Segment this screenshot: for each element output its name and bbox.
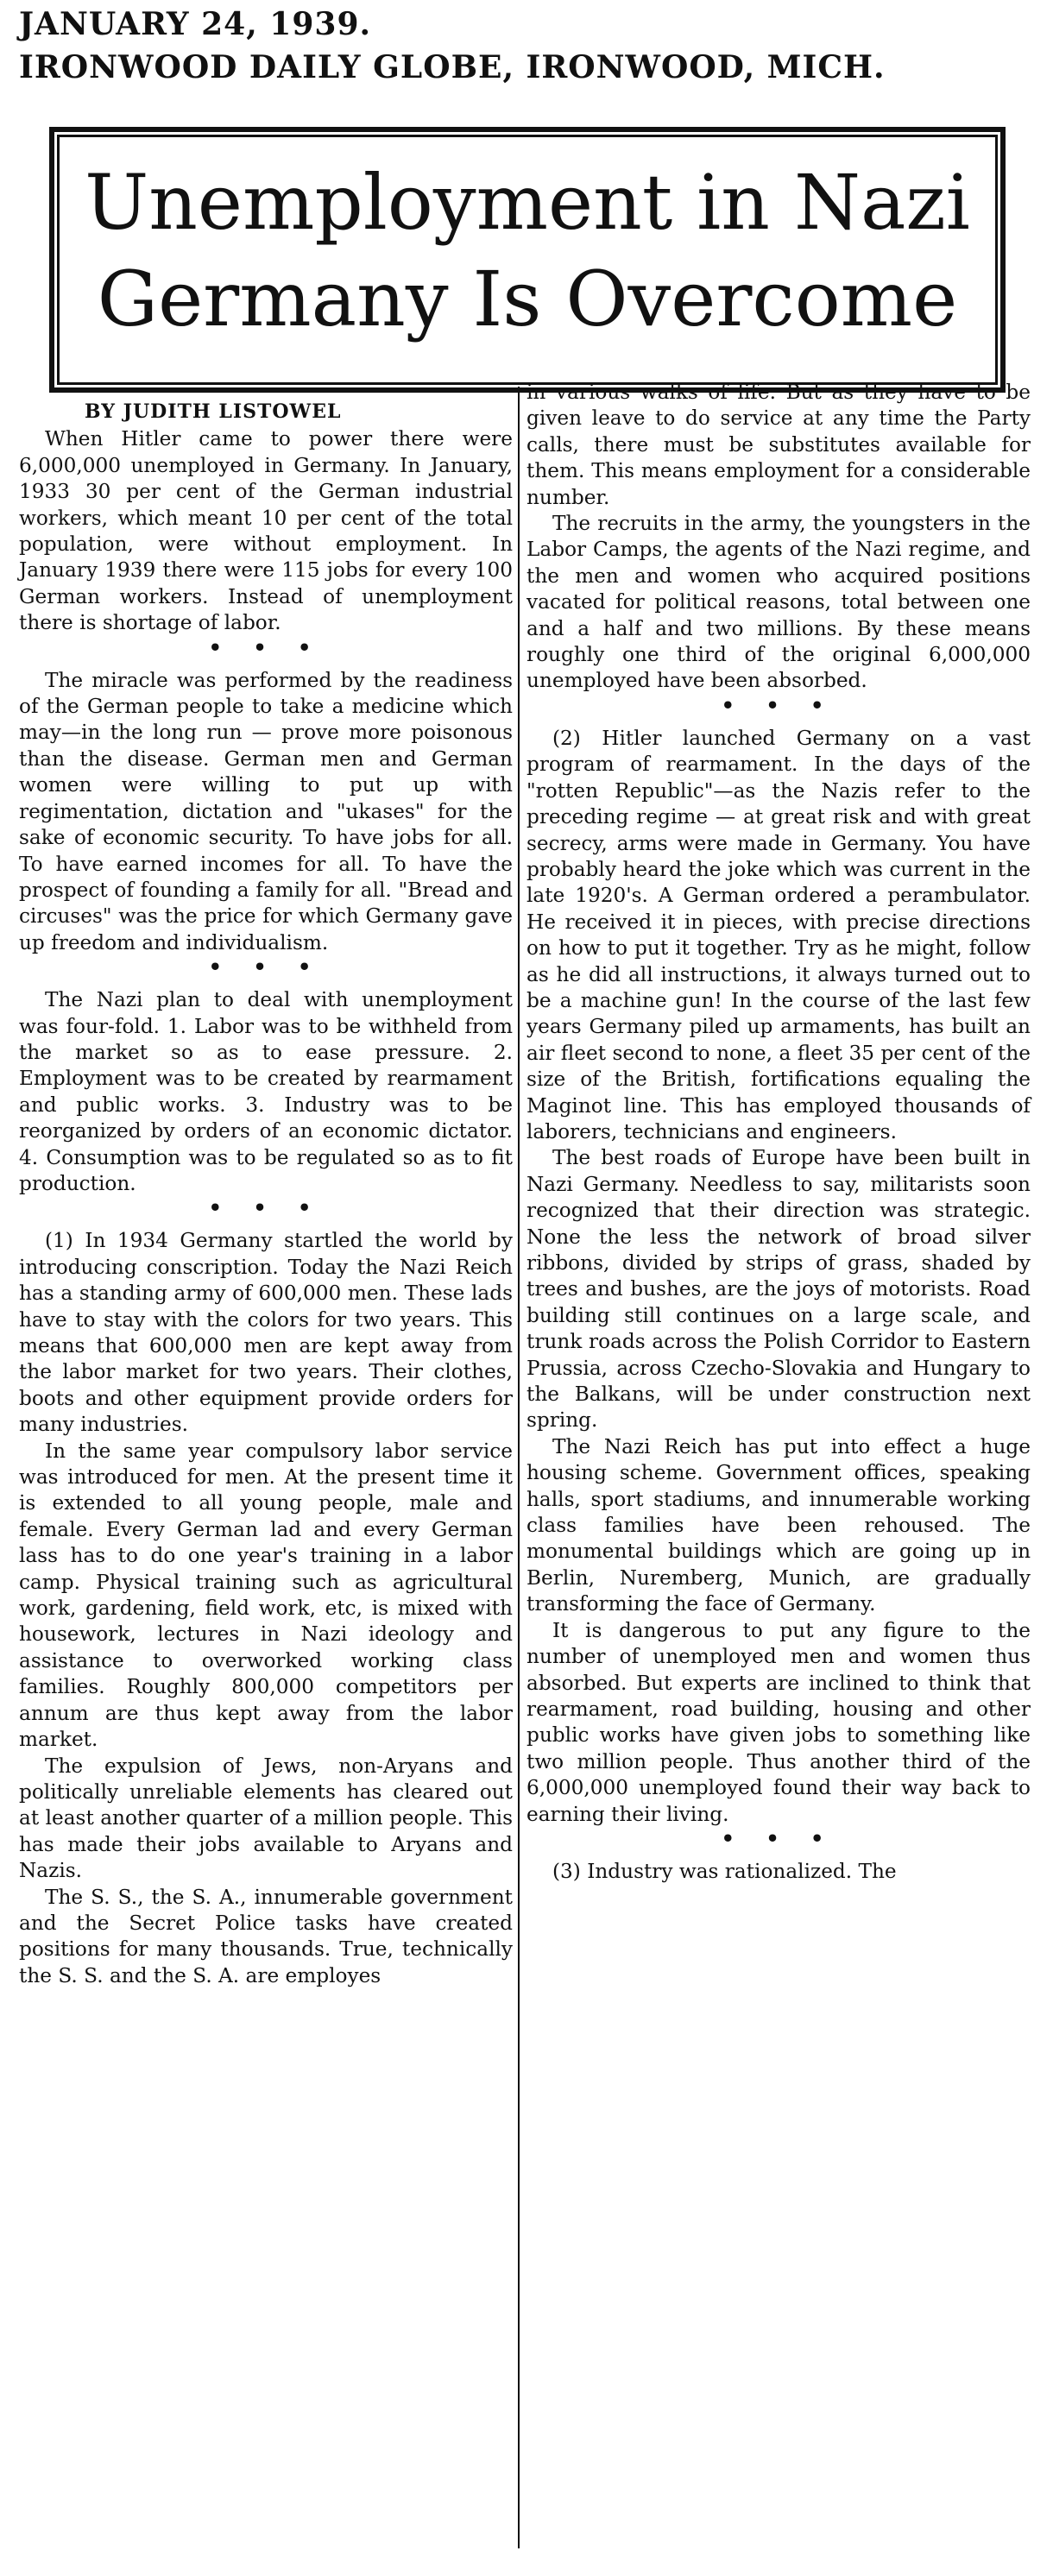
- section-separator: • • •: [208, 634, 324, 660]
- section-separator: • • •: [208, 954, 324, 980]
- newspaper-name: IRONWOOD DAILY GLOBE, IRONWOOD, MICH.: [19, 49, 886, 85]
- paragraph: The expulsion of Jews, non-Aryans and politically unreliable elements has cleared out at least another quarter of a million people. This has made their jobs available to Aryans and Nazis.: [19, 1754, 513, 1883]
- paragraph: (2) Hitler launched Germany on a vast program of rearmament. In the days of the "rotten Republic"—as the Nazis refer to the preceding regime — at great risk and with great secrecy, arms were made in Germany. You have probably heard the joke which was current in the late 1920's. A German ordered a perambulator. He received it in pieces, with precise directions on how to put it together. Try as he might, follow as he did all instructions, it always turned out to be a machine gun! In the course of the last few years Germany piled up armaments, has built an air fleet second to none, a fleet 35 per cent of the size of the British, fortifications equaling the Maginot line. This has employed thousands of laborers, technicians and engineers.: [526, 726, 1031, 1143]
- paragraph: (3) Industry was rationalized. The: [552, 1859, 897, 1883]
- paragraph: (1) In 1934 Germany startled the world by introducing conscription. Today the Nazi Reich has a standing army of 600,000 men. These lads have to stay with the colors for two years. This means that 600,000 men are kept away from the labor market for two years. Their clothes, boots and other equipment provide orders for many industries.: [19, 1229, 513, 1437]
- byline: BY JUDITH LISTOWEL: [85, 400, 342, 423]
- paragraph: The best roads of Europe have been built in Nazi Germany. Needless to say, militarists soon recognized that their direction was strategic. None the less the network of broad silver ribbons, divided by strips of grass, shaded by trees and bushes, are the joys of motorists. Road building still continues on a large scale, and trunk roads across the Polish Corridor to Eastern Prussia, across Czecho-Slovakia and Hungary to the Balkans, will be under construction next spring.: [526, 1146, 1031, 1433]
- paragraph: It is dangerous to put any figure to the number of unemployed men and women thus absorbed. But experts are inclined to think that rearmament, road building, housing and other public works have given jobs to something like two million people. Thus another third of the 6,000,000 unemployed found their way back to earning their living.: [526, 1618, 1031, 1826]
- section-separator: • • •: [721, 1825, 836, 1851]
- paragraph: When Hitler came to power there were 6,000,000 unemployed in Germany. In January, 1933 30 per cent of the German industrial workers, which meant 10 per cent of the total population, were without employment. In January 1939 there were 115 jobs for every 100 German workers. Instead of unemployment there is shortage of labor.: [19, 427, 513, 635]
- paragraph: The recruits in the army, the youngsters in the Labor Camps, the agents of the Nazi regime, and the men and women who acquired positions vacated for political reasons, total between one and a half and two millions. By these means roughly one third of the original 6,000,000 unemployed have been absorbed.: [526, 512, 1031, 693]
- paragraph: The Nazi plan to deal with unemployment was four-fold. 1. Labor was to be withheld from the market so as to ease pressure. 2. Employment was to be created by rearmament and public works. 3. Industry was to be reorganized by orders of an economic dictator. 4. Consumption was to be regulated so as to fit production.: [19, 988, 513, 1195]
- paragraph: The S. S., the S. A., innumerable government and the Secret Police tasks have created positions for many thousands. True, technically the S. S. and the S. A. are employes: [19, 1885, 513, 1987]
- paragraph: The Nazi Reich has put into effect a huge housing scheme. Government offices, speaking halls, sport stadiums, and innumerable working class families have been rehoused. The monumental buildings which are going up in Berlin, Nuremberg, Munich, are gradually transforming the face of Germany.: [526, 1434, 1031, 1616]
- section-separator: • • •: [721, 692, 836, 718]
- headline-line-2: Germany Is Overcome: [97, 255, 958, 343]
- paragraph: In the same year compulsory labor service was introduced for men. At the present time it is extended to all young people, male and female. Every German lad and every German lass has to do one year's training in a labor camp. Physical training such as agricultural work, gardening, field work, etc, is mixed with housework, lectures in Nazi ideology and assistance to overworked working class families. Roughly 800,000 competitors per annum are thus kept away from the labor market.: [19, 1439, 513, 1752]
- headline: [60, 154, 995, 348]
- headline-box: [57, 135, 998, 385]
- paragraph: in various walks of life. But as they have to be given leave to do service at any time the Party calls, there must be substitutes available for them. This means employment for a considerable number.: [526, 381, 1031, 509]
- section-separator: • • •: [208, 1195, 324, 1221]
- headline-line-1: Unemployment in Nazi: [85, 158, 970, 247]
- column-divider: [518, 387, 520, 2548]
- article-column-right: [526, 380, 1031, 1885]
- article-column-left: [19, 399, 513, 1989]
- paragraph: The miracle was performed by the readiness of the German people to take a medicine which may—in the long run — prove more poisonous than the disease. German men and German women were willing to put up with regimentation, dictation and "ukases" for the sake of economic security. To have jobs for all. To have earned incomes for all. To have the prospect of founding a family for all. "Bread and circuses" was the price for which Germany gave up freedom and individualism.: [19, 668, 513, 954]
- dateline: JANUARY 24, 1939.: [19, 6, 372, 42]
